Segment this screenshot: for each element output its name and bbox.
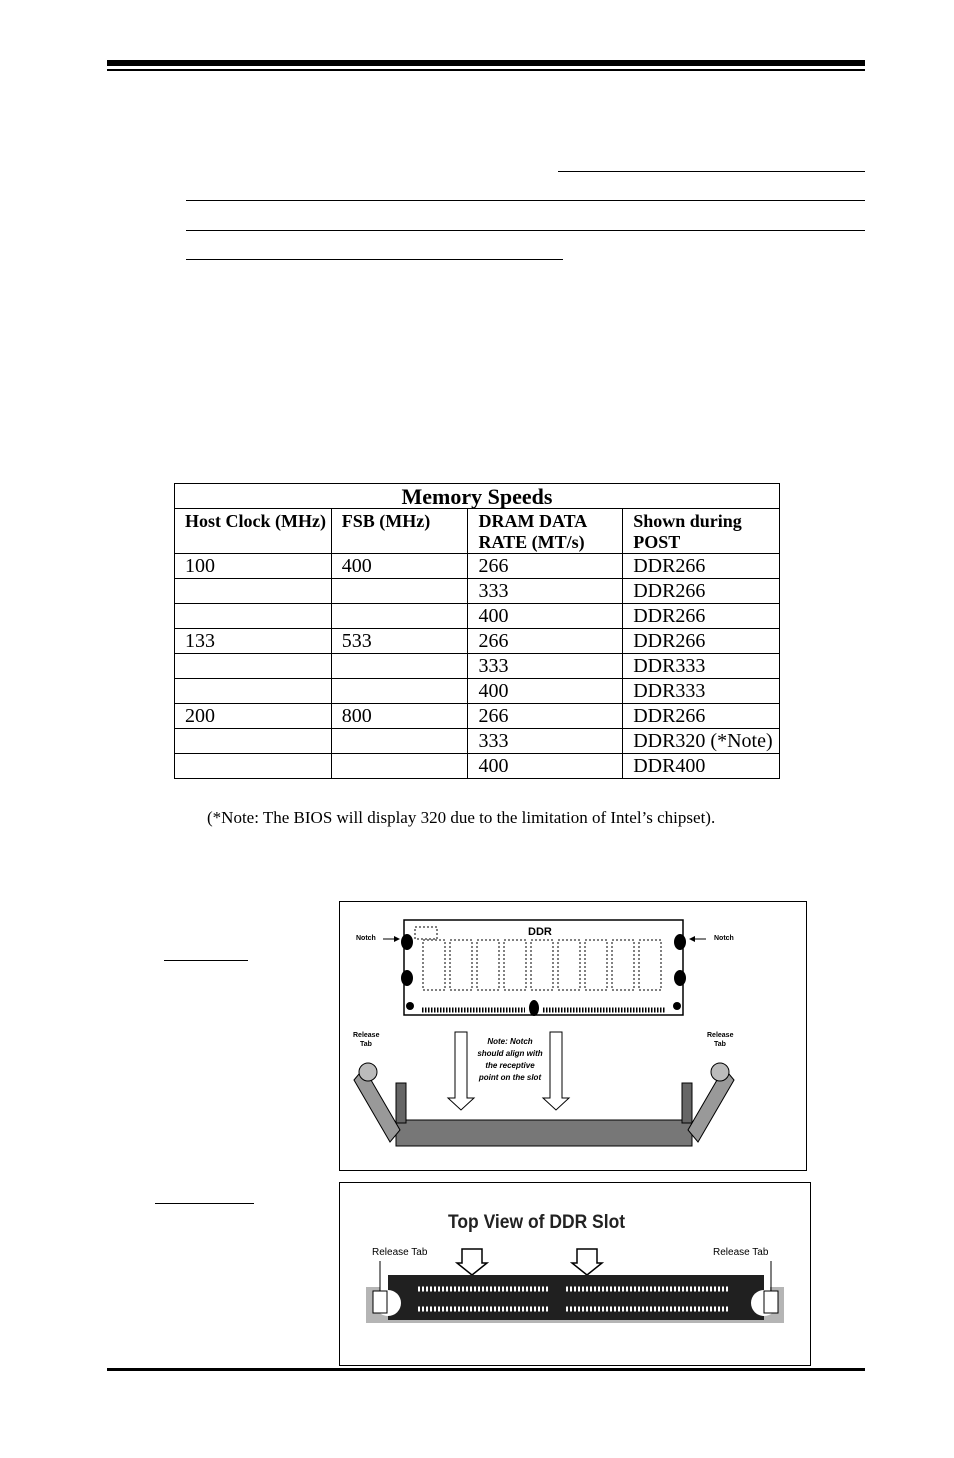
release-tab-label-right: Release Tab bbox=[707, 1032, 734, 1048]
ddr-module-figure bbox=[339, 901, 807, 1171]
header-rule-thick bbox=[107, 60, 865, 66]
notch-label-right: Notch bbox=[714, 935, 734, 942]
table-cell: 100 bbox=[175, 554, 332, 579]
table-cell: 333 bbox=[468, 654, 623, 679]
table-cell bbox=[331, 654, 468, 679]
table-cell: 133 bbox=[175, 629, 332, 654]
table-cell bbox=[175, 754, 332, 779]
ddr-slot-top-view-figure bbox=[339, 1182, 811, 1366]
table-cell: 400 bbox=[468, 754, 623, 779]
table-cell: 400 bbox=[468, 604, 623, 629]
table-cell bbox=[175, 729, 332, 754]
text-underline-3 bbox=[186, 230, 865, 231]
header-dram-rate: DRAM DATA RATE (MT/s) bbox=[468, 509, 623, 554]
table-row bbox=[175, 579, 780, 604]
table-cell: 266 bbox=[468, 629, 623, 654]
table-cell: DDR266 bbox=[623, 704, 780, 729]
table-cell: DDR266 bbox=[623, 604, 780, 629]
notch-alignment-note: Note: Notch should align with the receptive point on the slot bbox=[477, 1037, 543, 1082]
table-cell: DDR266 bbox=[623, 554, 780, 579]
ddr-module-diagram bbox=[340, 902, 806, 1170]
table-cell: DDR333 bbox=[623, 654, 780, 679]
table-cell: DDR266 bbox=[623, 629, 780, 654]
table-cell: 200 bbox=[175, 704, 332, 729]
table-cell bbox=[331, 579, 468, 604]
table-cell bbox=[331, 604, 468, 629]
table-cell: DDR320 (*Note) bbox=[623, 729, 780, 754]
release-tab-label-left: Release Tab bbox=[353, 1032, 380, 1048]
table-footnote: (*Note: The BIOS will display 320 due to the limitation of Intel’s chipset). bbox=[207, 808, 716, 827]
table-row bbox=[175, 554, 780, 579]
table-cell bbox=[175, 679, 332, 704]
memory-speeds-table bbox=[174, 483, 780, 779]
ddr-slot-diagram bbox=[340, 1183, 810, 1365]
table-cell bbox=[331, 679, 468, 704]
text-underline-4 bbox=[186, 259, 563, 260]
figure-label-underline-1 bbox=[164, 960, 248, 961]
table-cell: 533 bbox=[331, 629, 468, 654]
table-title: Memory Speeds bbox=[175, 484, 780, 509]
slot-release-tab-label-right: Release Tab bbox=[713, 1247, 769, 1258]
notch-label-left: Notch bbox=[356, 935, 376, 942]
table-cell: DDR266 bbox=[623, 579, 780, 604]
table-row bbox=[175, 729, 780, 754]
table-cell: DDR400 bbox=[623, 754, 780, 779]
table-cell: 333 bbox=[468, 579, 623, 604]
table-cell: 400 bbox=[468, 679, 623, 704]
table-cell bbox=[175, 654, 332, 679]
module-label: DDR bbox=[528, 926, 552, 938]
table-cell bbox=[331, 729, 468, 754]
header-host-clock: Host Clock (MHz) bbox=[175, 509, 332, 554]
table-cell: DDR333 bbox=[623, 679, 780, 704]
text-underline-2 bbox=[186, 200, 865, 201]
text-underline-1 bbox=[558, 171, 865, 172]
header-fsb: FSB (MHz) bbox=[331, 509, 468, 554]
footer-rule bbox=[107, 1368, 865, 1371]
table-cell bbox=[175, 604, 332, 629]
table-row bbox=[175, 704, 780, 729]
table-row bbox=[175, 604, 780, 629]
slot-release-tab-label-left: Release Tab bbox=[372, 1247, 428, 1258]
table-cell: 266 bbox=[468, 704, 623, 729]
slot-title: Top View of DDR Slot bbox=[448, 1212, 626, 1233]
header-post: Shown during POST bbox=[623, 509, 780, 554]
header-rule-thin bbox=[107, 69, 865, 71]
table-cell: 800 bbox=[331, 704, 468, 729]
table-cell bbox=[175, 579, 332, 604]
table-row bbox=[175, 679, 780, 704]
table-cell: 400 bbox=[331, 554, 468, 579]
table-row bbox=[175, 754, 780, 779]
table-cell: 266 bbox=[468, 554, 623, 579]
figure-label-underline-2 bbox=[155, 1203, 254, 1204]
table-cell bbox=[331, 754, 468, 779]
table-row bbox=[175, 654, 780, 679]
table-row bbox=[175, 629, 780, 654]
table-cell: 333 bbox=[468, 729, 623, 754]
